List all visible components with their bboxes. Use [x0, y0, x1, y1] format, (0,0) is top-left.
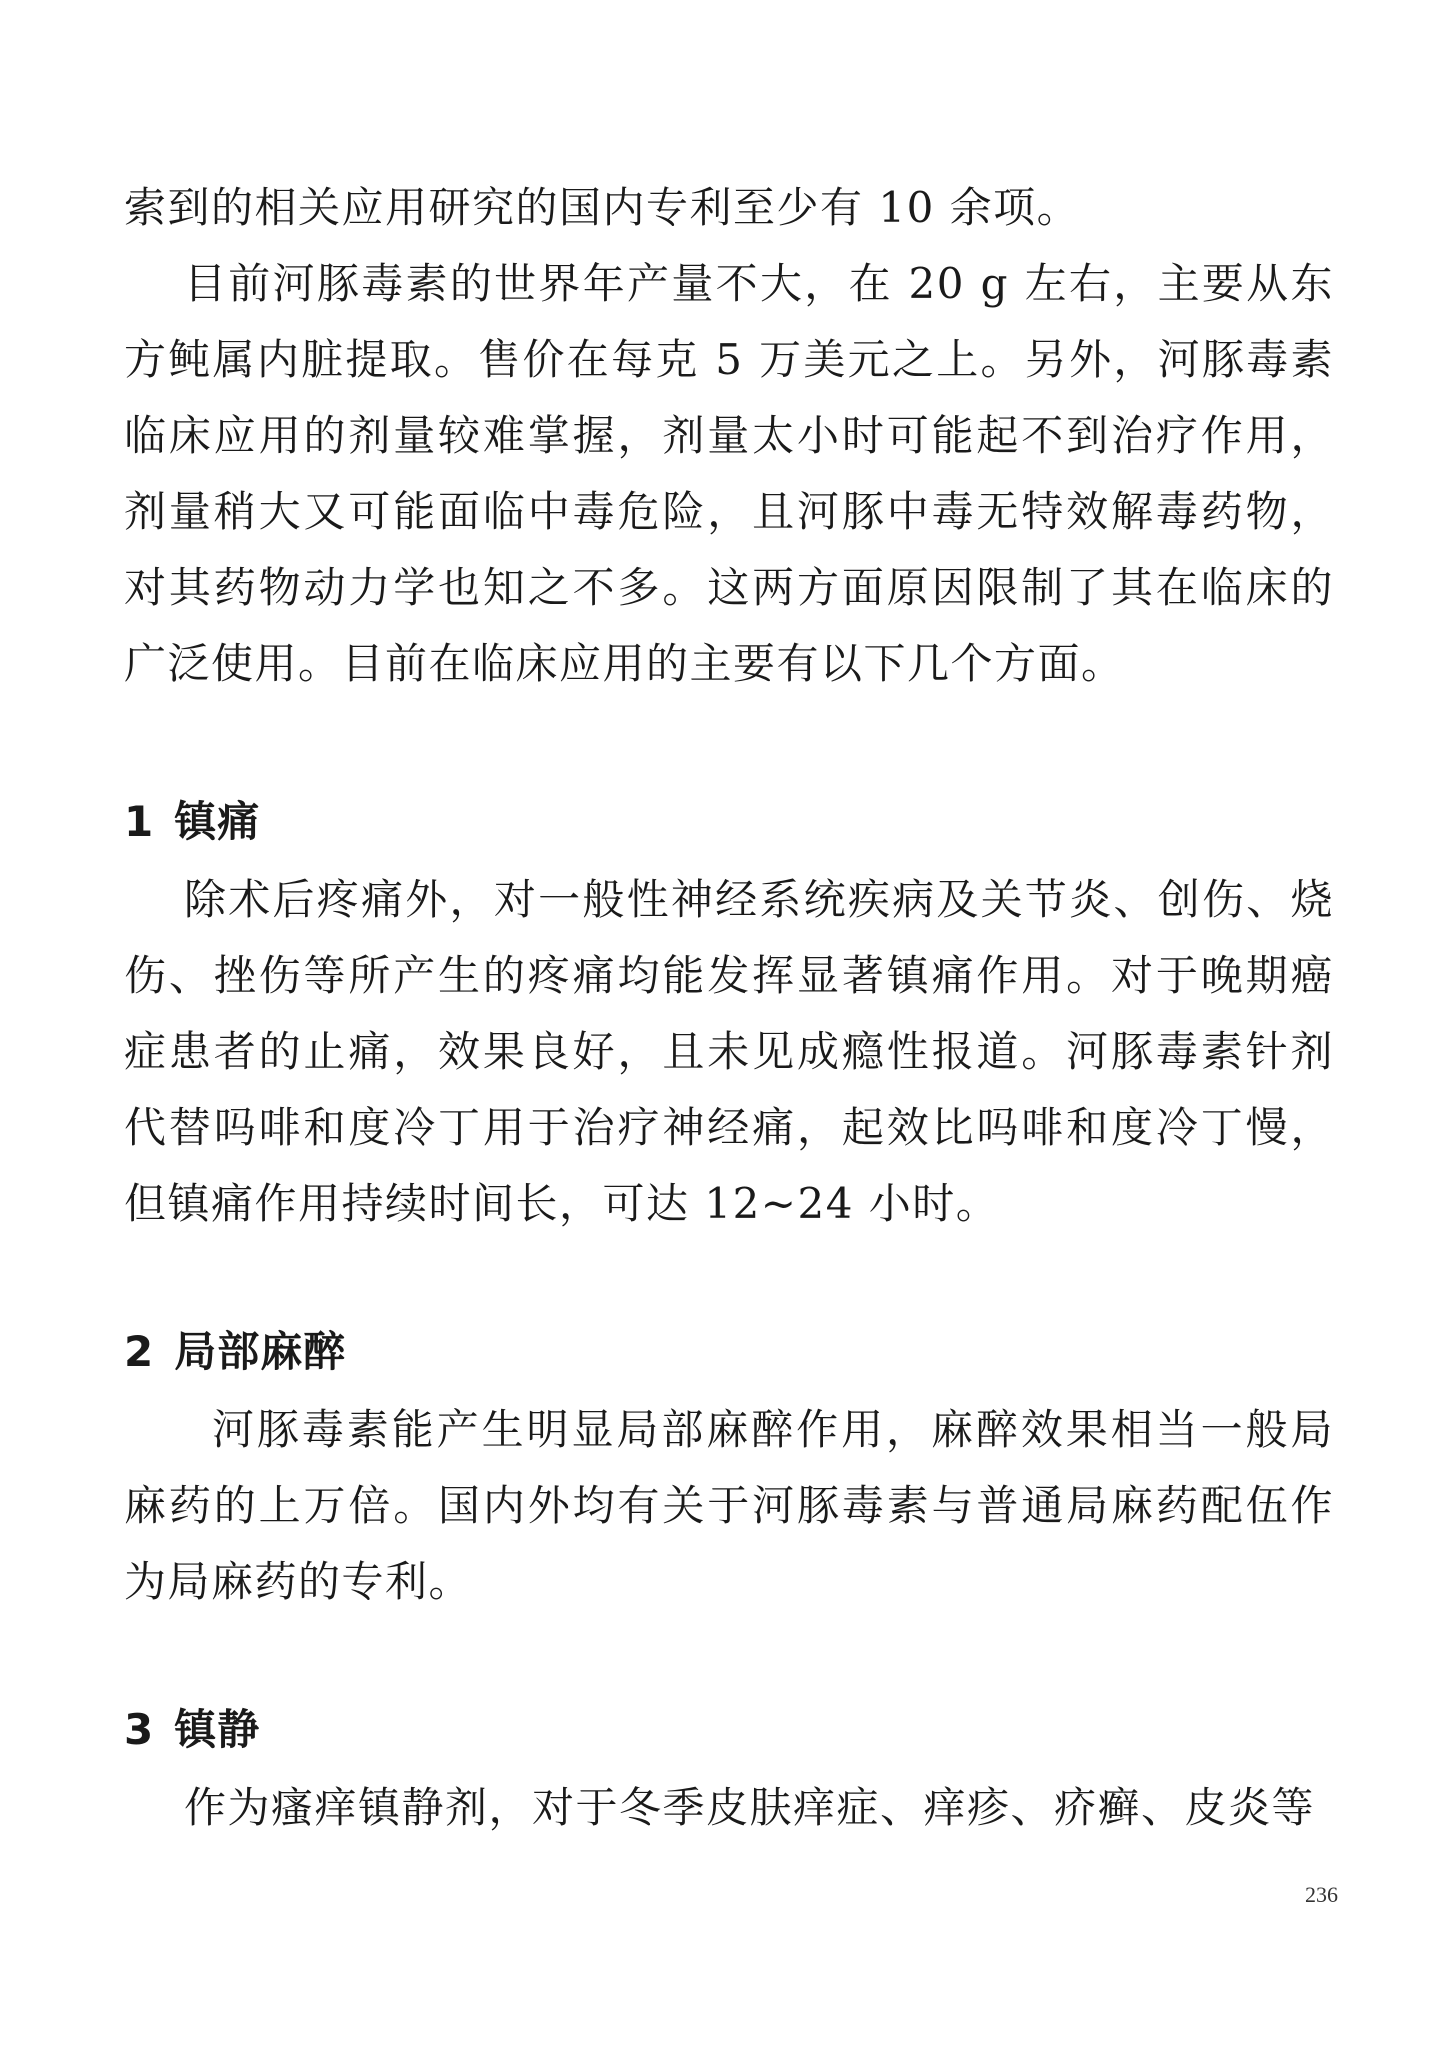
- section-heading-sedation: [124, 1700, 260, 1760]
- paragraph-sedation: 作为瘙痒镇静剂，对于冬季皮肤痒症、痒疹、疥癣、皮炎等: [184, 1783, 1316, 1832]
- section-heading-anesthesia: [124, 1322, 346, 1382]
- section-number: 2: [124, 1327, 155, 1376]
- section-title: 局部麻醉: [174, 1327, 347, 1376]
- paragraph-production: 目前河豚毒素的世界年产量不大，在 20 g 左右，主要从东方鲀属内脏提取。售价在每克 5 万美元之上。另外，河豚毒素临床应用的剂量较难掌握，剂量太小时可能起不到治疗作用，剂量稍大又可能面临中毒危险，且河豚中毒无特效解毒药物，对其药物动力学也知之不多。这两方面原因限制了其在临床的广泛使用。目前在临床应用的主要有以下几个方面。: [124, 259, 1334, 688]
- section-title: 镇静: [174, 1705, 261, 1754]
- section-title: 镇痛: [174, 797, 261, 846]
- paragraph-analgesia: 除术后疼痛外，对一般性神经系统疾病及关节炎、创伤、烧伤、挫伤等所产生的疼痛均能发挥显著镇痛作用。对于晚期癌症患者的止痛，效果良好，且未见成瘾性报道。河豚毒素针剂代替吗啡和度冷丁用于治疗神经痛，起效比吗啡和度冷丁慢，但镇痛作用持续时间长，可达 12~24 小时。: [124, 875, 1334, 1228]
- section-heading-analgesia: [124, 792, 260, 852]
- section-number: 1: [124, 797, 155, 846]
- page-number: 236: [1305, 1882, 1338, 1907]
- paragraph-continuation: 索到的相关应用研究的国内专利至少有 10 余项。: [124, 183, 1081, 232]
- paragraph-anesthesia: 河豚毒素能产生明显局部麻醉作用，麻醉效果相当一般局麻药的上万倍。国内外均有关于河豚毒素与普通局麻药配伍作为局麻药的专利。: [124, 1405, 1334, 1606]
- section-number: 3: [124, 1705, 155, 1754]
